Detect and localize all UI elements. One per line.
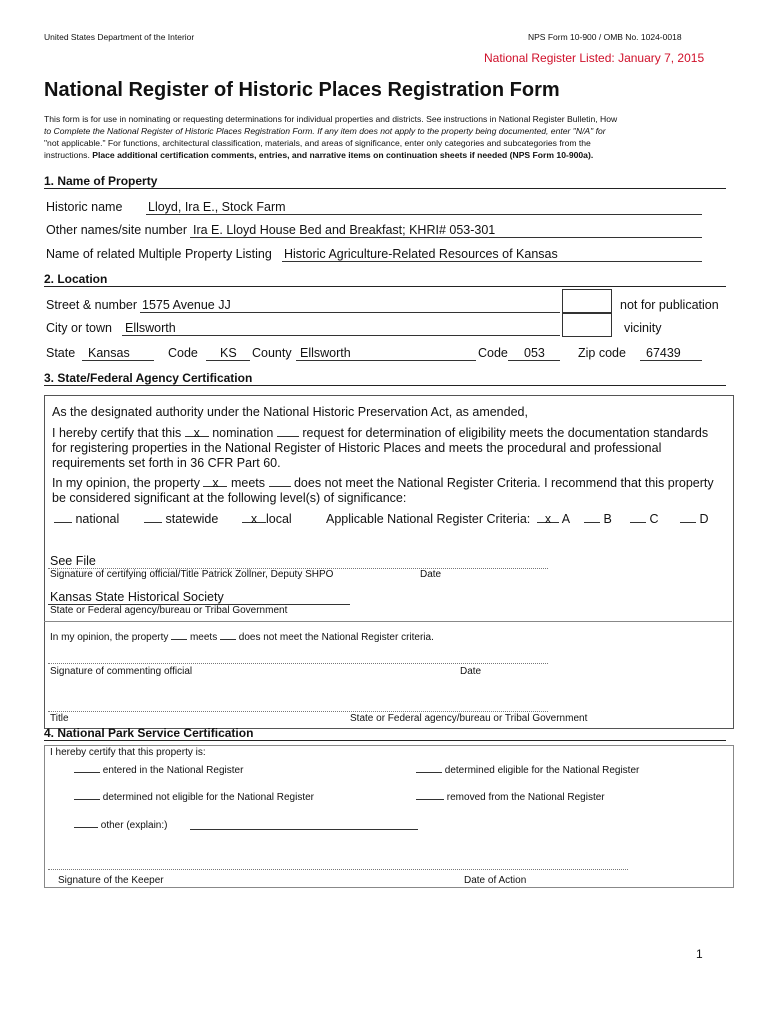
intro-line: to Complete the National Register of Historic Places Registration Form. If any item does not apply to the property being documented, enter "N/A" for <box>44 126 606 136</box>
cert-text: does not meet the National Register Criteria. I recommend that this property <box>293 476 714 490</box>
certifying-official-label: Signature of certifying official/Title Patrick Zollner, Deputy SHPO <box>50 569 334 580</box>
comment-opinion-line <box>50 631 434 643</box>
county-code-value[interactable]: 053 <box>524 346 545 360</box>
criteria-c <box>630 512 659 526</box>
zip-value[interactable]: 67439 <box>646 346 681 360</box>
state-label: State <box>46 346 76 360</box>
historic-name-line <box>146 214 702 215</box>
title-label: Title <box>50 713 69 724</box>
agency-value[interactable]: Kansas State Historical Society <box>50 590 224 604</box>
signature-line <box>48 663 548 664</box>
county-code-label: Code <box>478 346 508 360</box>
cert-text: for registering properties in the National Register of Historic Places and meets the procedural and professional <box>52 441 662 455</box>
date-label: Date <box>460 666 482 677</box>
vicinity-label: vicinity <box>624 321 662 335</box>
cert-authority-text: As the designated authority under the National Historic Preservation Act, as amended, <box>52 405 528 419</box>
city-label: City or town <box>46 321 112 335</box>
meets-check[interactable]: x <box>203 476 227 487</box>
not-for-publication-checkbox[interactable] <box>562 289 612 313</box>
state-value[interactable]: Kansas <box>88 346 130 360</box>
request-check[interactable] <box>277 426 299 437</box>
level-national-label: national <box>75 512 120 526</box>
cert-text: meets <box>230 476 266 490</box>
state-code-label: Code <box>168 346 198 360</box>
section-1-heading: 1. Name of Property <box>44 174 726 189</box>
comment-text: meets <box>189 632 218 643</box>
comment-text: In my opinion, the property <box>50 632 169 643</box>
option-label: determined not eligible for the National Register <box>102 792 315 803</box>
street-line <box>140 312 560 313</box>
option-label: entered in the National Register <box>102 765 244 776</box>
intro-line: instructions. <box>44 150 93 160</box>
criteria-d-label: D <box>699 512 709 526</box>
statewide-check[interactable] <box>144 512 162 523</box>
section-4-heading: 4. National Park Service Certification <box>44 726 726 741</box>
vicinity-checkbox[interactable] <box>562 313 612 337</box>
commenting-official-label: Signature of commenting official <box>50 666 193 677</box>
agency-header: United States Department of the Interior <box>44 32 195 42</box>
page-title: National Register of Historic Places Registration Form <box>44 79 560 101</box>
comment-text: does not meet the National Register criteria. <box>238 632 434 643</box>
county-line <box>296 360 476 361</box>
state-code-value[interactable]: KS <box>220 346 237 360</box>
criteria-a-label: A <box>561 512 571 526</box>
intro-line: This form is for use in nominating or requesting determinations for individual properties and districts. See instructions in National Register Bulletin, How <box>44 114 618 124</box>
does-not-meet-check[interactable] <box>269 476 291 487</box>
other-names-line <box>190 237 702 238</box>
cert-text: I hereby certify that this <box>52 426 182 440</box>
local-check[interactable]: x <box>242 512 266 523</box>
level-statewide-label: statewide <box>165 512 219 526</box>
nps-certify-text: I hereby certify that this property is: <box>50 747 206 758</box>
not-for-publication-label: not for publication <box>620 298 719 312</box>
level-row <box>242 512 292 526</box>
level-local-label: local <box>266 512 292 526</box>
state-line <box>82 360 154 361</box>
city-line <box>122 335 560 336</box>
option-label: determined eligible for the National Register <box>444 765 640 776</box>
intro-line: "not applicable." For functions, architectural classification, materials, and areas of significance, enter only categories and subcategories from the <box>44 138 591 148</box>
zip-line <box>640 360 702 361</box>
criteria-c-check[interactable] <box>630 512 646 523</box>
county-label: County <box>252 346 292 360</box>
section-3-heading: 3. State/Federal Agency Certification <box>44 371 726 386</box>
signature-line <box>48 711 548 712</box>
agency-label: State or Federal agency/bureau or Tribal Government <box>50 605 288 616</box>
mpl-value[interactable]: Historic Agriculture-Related Resources of Kansas <box>284 247 558 261</box>
criteria-d <box>680 512 709 526</box>
city-value[interactable]: Ellsworth <box>125 321 176 335</box>
cert-text: request for determination of eligibility meets the documentation standards <box>302 426 709 440</box>
other-names-value[interactable]: Ira E. Lloyd House Bed and Breakfast; KHRI# 053-301 <box>193 223 496 237</box>
cert-paragraph-line <box>52 426 708 440</box>
criteria-b <box>584 512 612 526</box>
other-names-label: Other names/site number <box>46 223 188 237</box>
intro-text <box>44 113 726 161</box>
date-label: Date <box>420 569 442 580</box>
date-of-action-label: Date of Action <box>464 875 527 886</box>
criteria-a <box>537 512 570 526</box>
intro-emphasis: Place additional certification comments, entries, and narrative items on continuation sheets if needed (NPS Form 10-900a). <box>92 150 594 160</box>
level-row <box>54 512 119 526</box>
nps-cert-box <box>44 745 734 888</box>
criteria-label: Applicable National Register Criteria: <box>326 512 531 526</box>
nomination-check[interactable]: x <box>185 426 209 437</box>
zip-label: Zip code <box>578 346 626 360</box>
county-code-line <box>508 360 560 361</box>
form-number: NPS Form 10-900 / OMB No. 1024-0018 <box>528 32 682 42</box>
cert-text: requirements set forth in 36 CFR Part 60. <box>52 456 281 470</box>
criteria-a-check[interactable]: x <box>537 512 559 523</box>
street-label: Street & number <box>46 298 138 312</box>
historic-name-label: Historic name <box>46 200 123 214</box>
cert-text: be considered significant at the following level(s) of significance: <box>52 491 407 505</box>
section-2-heading: 2. Location <box>44 272 726 287</box>
cert-text: In my opinion, the property <box>52 476 200 490</box>
historic-name-value[interactable]: Lloyd, Ira E., Stock Farm <box>148 200 286 214</box>
street-value[interactable]: 1575 Avenue JJ <box>142 298 231 312</box>
option-label: removed from the National Register <box>446 792 605 803</box>
criteria-b-check[interactable] <box>584 512 600 523</box>
national-check[interactable] <box>54 512 72 523</box>
divider <box>44 621 732 622</box>
criteria-b-label: B <box>603 512 612 526</box>
level-row <box>144 512 218 526</box>
comment-not-meet-check[interactable] <box>220 631 236 640</box>
state-code-line <box>206 360 250 361</box>
opinion-line <box>52 476 714 490</box>
mpl-line <box>282 261 702 262</box>
option-label: other (explain:) <box>100 820 168 831</box>
criteria-c-label: C <box>649 512 659 526</box>
cert-text: nomination <box>212 426 274 440</box>
comment-meets-check[interactable] <box>171 631 187 640</box>
listed-stamp: National Register Listed: January 7, 2015 <box>484 51 705 65</box>
certifying-signature[interactable]: See File <box>50 554 96 568</box>
page-number: 1 <box>696 947 703 961</box>
county-value[interactable]: Ellsworth <box>300 346 351 360</box>
mpl-label: Name of related Multiple Property Listing <box>46 247 272 261</box>
criteria-d-check[interactable] <box>680 512 696 523</box>
agency-label: State or Federal agency/bureau or Tribal Government <box>350 713 588 724</box>
keeper-signature-label: Signature of the Keeper <box>58 875 164 886</box>
